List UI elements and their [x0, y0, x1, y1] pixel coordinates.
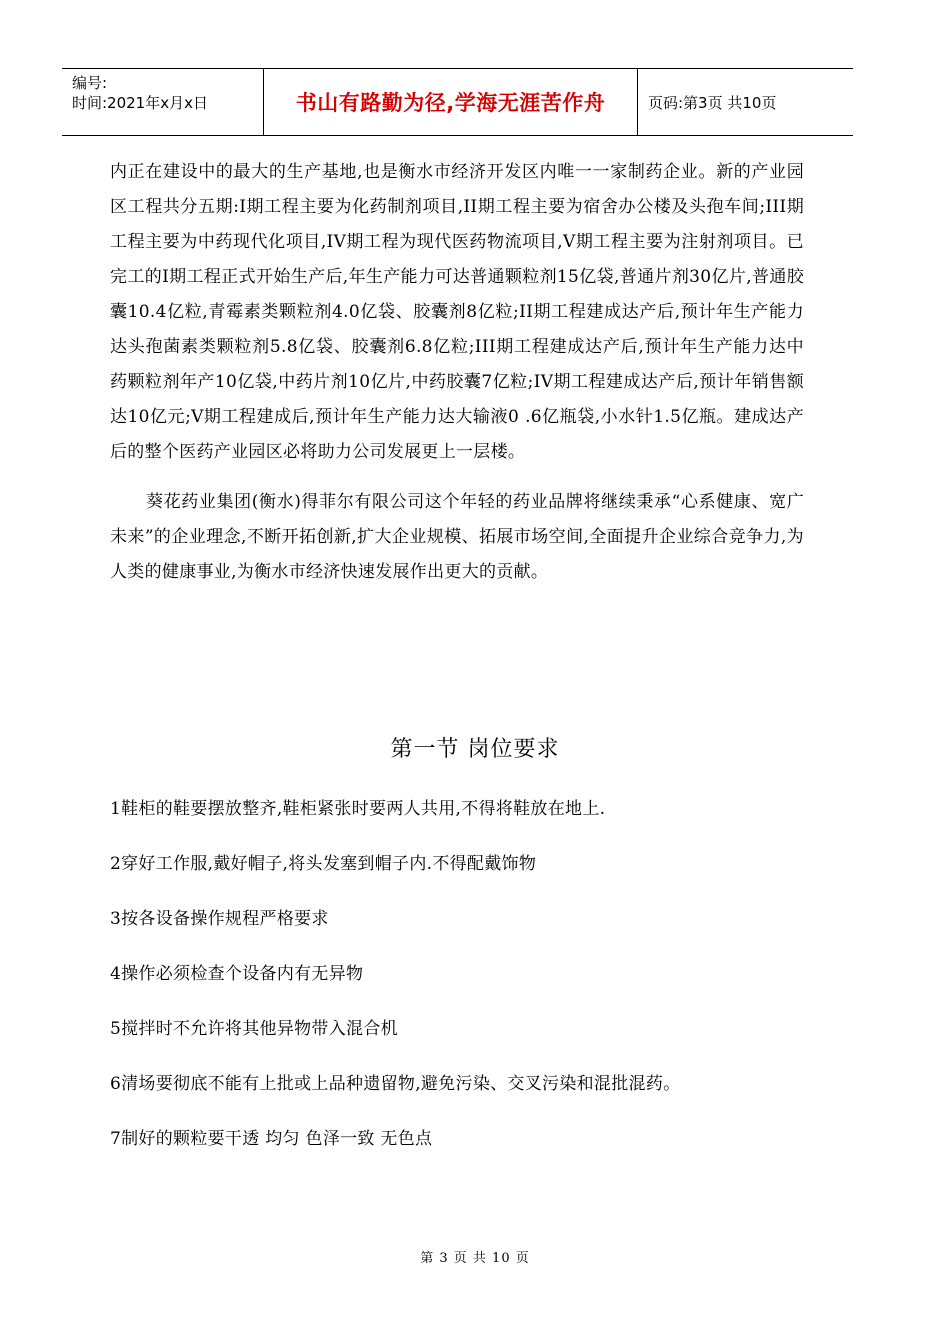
section-title: 第一节 岗位要求 — [390, 737, 560, 762]
page-header — [62, 68, 853, 136]
requirement-item: 5搅拌时不允许将其他异物带入混合机 — [110, 1019, 398, 1039]
requirement-item: 4操作必须检查个设备内有无异物 — [110, 964, 364, 984]
requirement-item: 7制好的颗粒要干透 均匀 色泽一致 无色点 — [110, 1129, 433, 1149]
page-footer: 第 3 页 共 10 页 — [420, 1251, 530, 1266]
document-number-label: 编号: — [72, 74, 108, 92]
header-motto: 书山有路勤为径,学海无涯苦作舟 — [263, 69, 638, 135]
requirement-item: 6清场要彻底不能有上批或上品种遗留物,避免污染、交叉污染和混批混药。 — [110, 1074, 681, 1094]
document-body — [110, 155, 804, 605]
paragraph: 内正在建设中的最大的生产基地,也是衡水市经济开发区内唯一一家制药企业。新的产业园区工程共分五期:I期工程主要为化药制剂项目,II期工程主要为宿舍办公楼及头孢车间;III期工程主要为中药现代化项目,IV期工程为现代医药物流项目,V期工程主要为注射剂项目。已完工的I期工程正式开始生产后,年生产能力可达普通颗粒剂15亿袋,普通片剂30亿片,普通胶囊10.4亿粒,青霉素类颗粒剂4.0亿袋、胶囊剂8亿粒;II期工程建成达产后,预计年生产能力达头孢菌素类颗粒剂5.8亿袋、胶囊剂6.8亿粒;III期工程建成达产后,预计年生产能力达中药颗粒剂年产10亿袋,中药片剂10亿片,中药胶囊7亿粒;IV期工程建成达产后,预计年销售额达10亿元;V期工程建成后,预计年生产能力达大输液0 .6亿瓶袋,小水针1.5亿瓶。建成达产后的整个医药产业园区必将助力公司发展更上一层楼。 — [110, 162, 804, 462]
paragraph: 葵花药业集团(衡水)得菲尔有限公司这个年轻的药业品牌将继续秉承“心系健康、宽广未来”的企业理念,不断开拓创新,扩大企业规模、拓展市场空间,全面提升企业综合竞争力,为人类的健康事业,为衡水市经济快速发展作出更大的贡献。 — [110, 492, 804, 582]
header-meta — [62, 69, 263, 135]
requirement-item: 1鞋柜的鞋要摆放整齐,鞋柜紧张时要两人共用,不得将鞋放在地上. — [110, 799, 606, 819]
requirement-item: 3按各设备操作规程严格要求 — [110, 909, 329, 929]
requirement-item: 2穿好工作服,戴好帽子,将头发塞到帽子内.不得配戴饰物 — [110, 854, 537, 874]
document-time-label: 时间:2021年x月x日 — [72, 94, 208, 112]
header-page-number: 页码:第3页 共10页 — [648, 93, 777, 112]
requirements-list — [110, 795, 804, 1180]
